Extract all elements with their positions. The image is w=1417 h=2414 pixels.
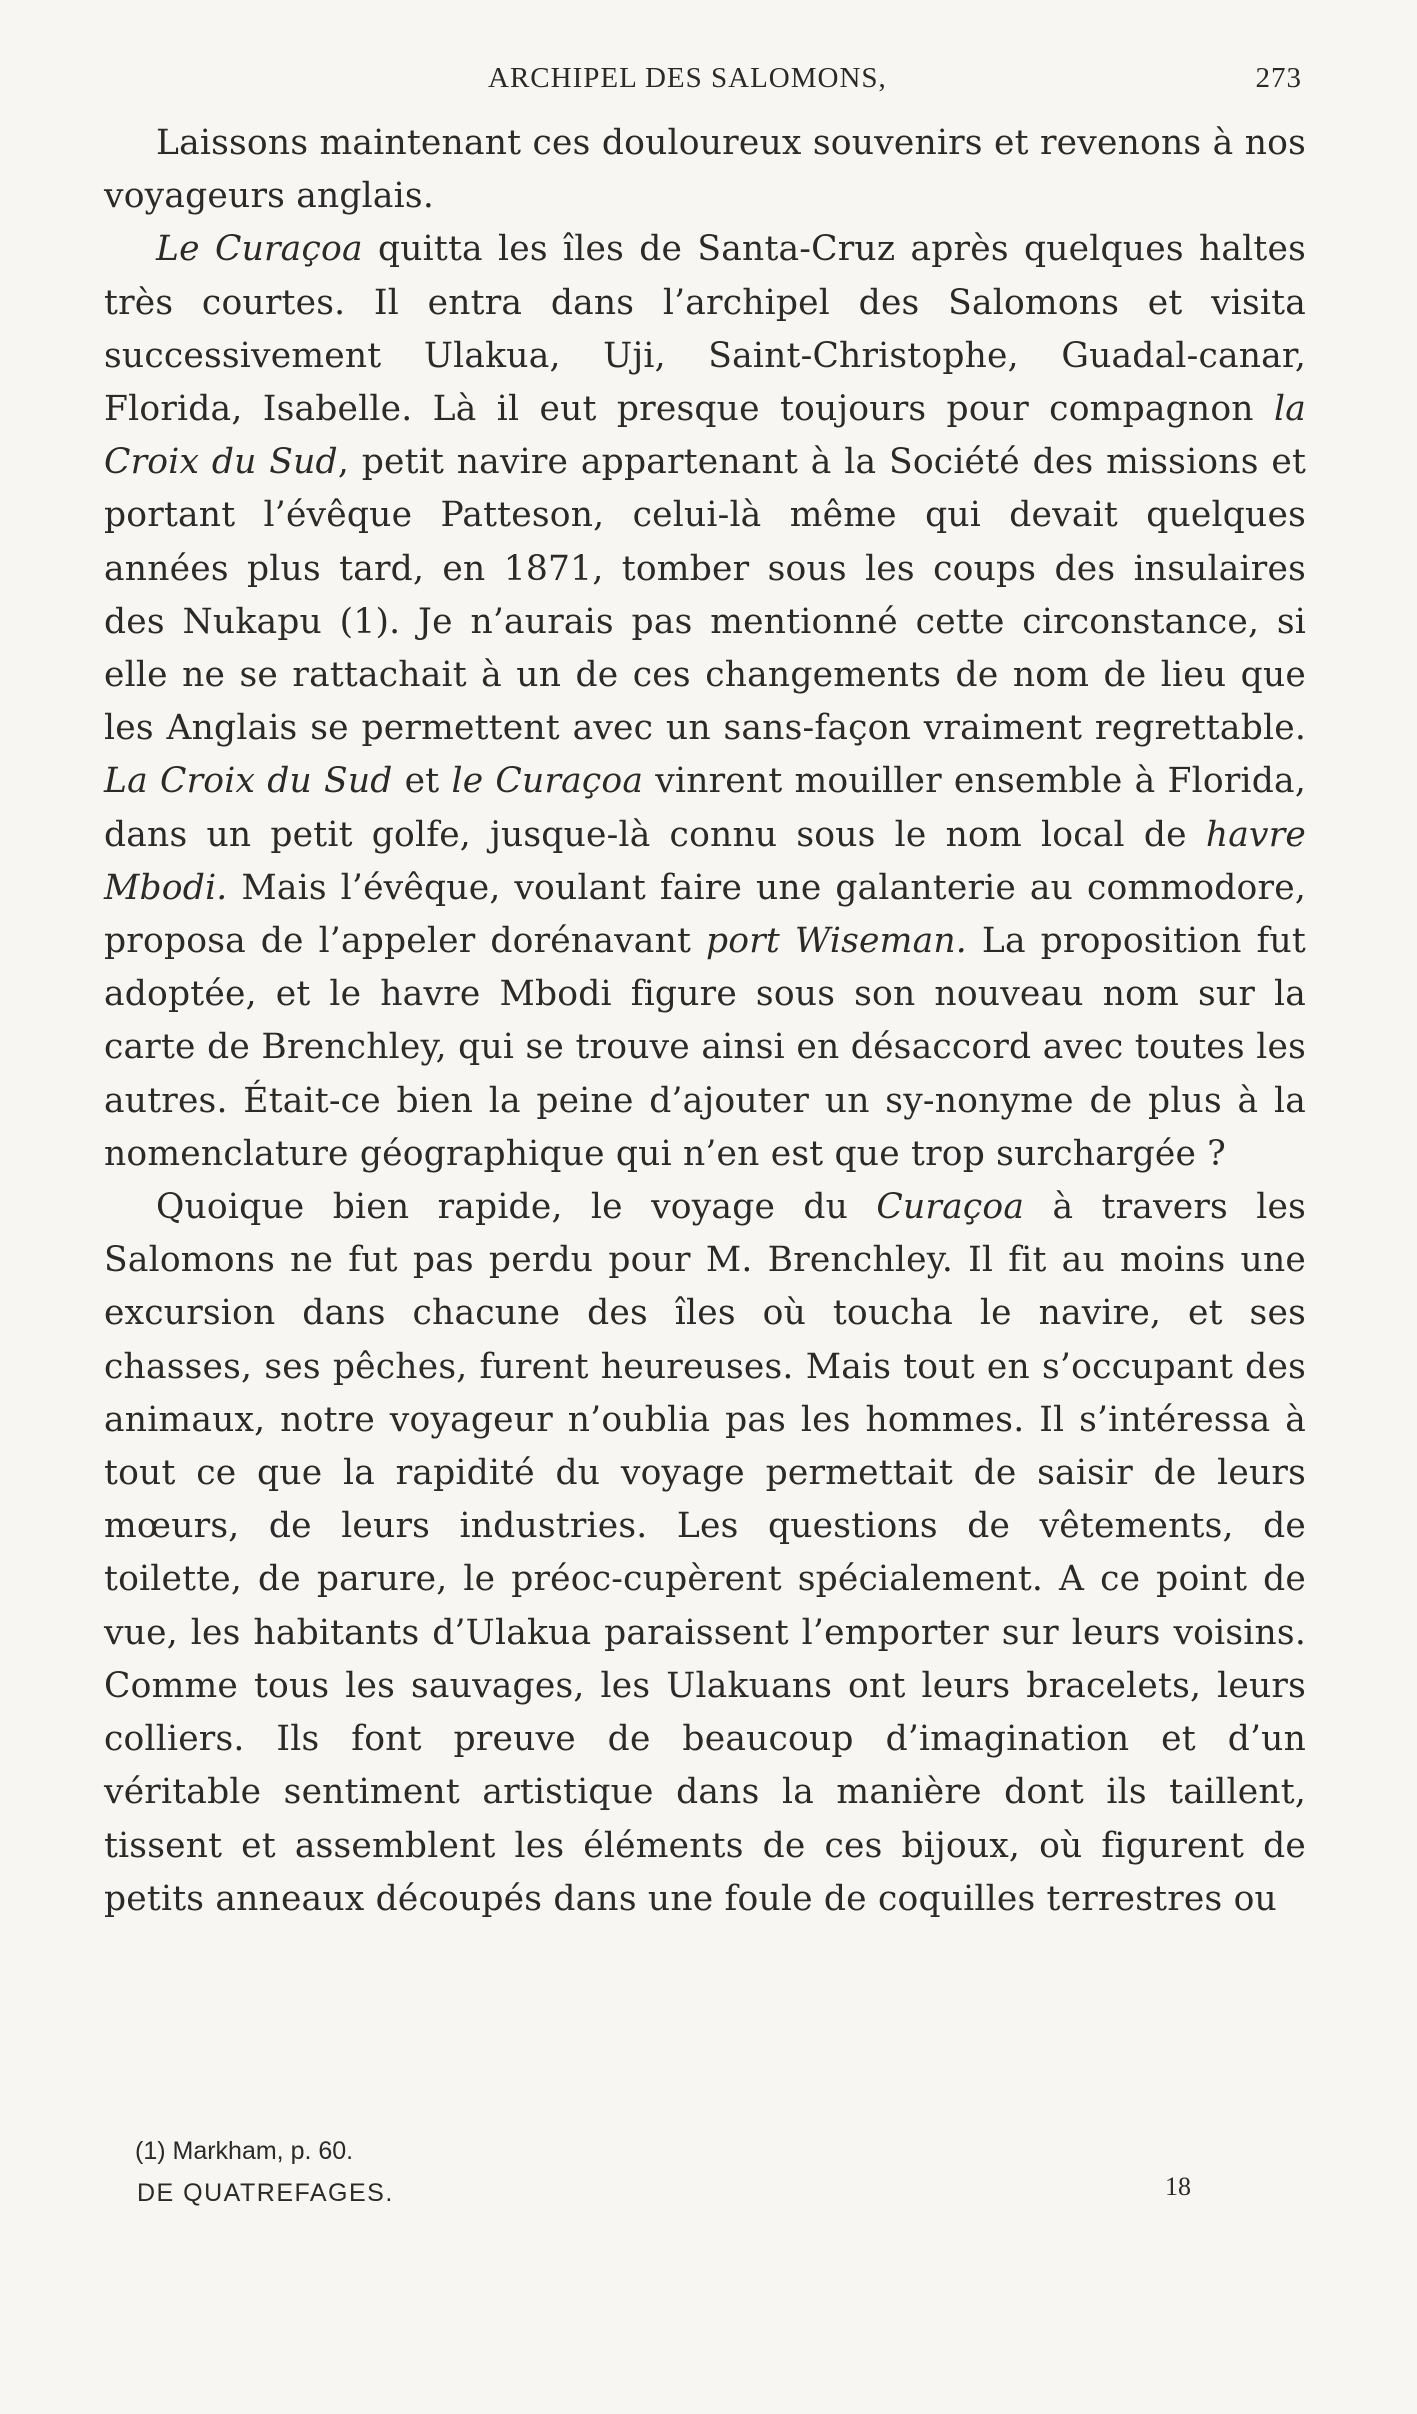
ship-name: le Curaçoa bbox=[451, 761, 644, 802]
printer-signature: DE QUATREFAGES. bbox=[137, 2179, 394, 2207]
running-title: ARCHIPEL DES SALOMONS, bbox=[488, 62, 887, 94]
paragraph-text: Quoique bien rapide, le voyage du bbox=[156, 1187, 877, 1228]
paragraph-text: La proposition fut adoptée, et le havre Mbodi figure sous son nouveau nom sur la carte de Brenchley, qui se trouve ainsi en désaccord avec toutes les autres. Était-ce bien la peine d’ajouter un sy-nonyme de plus à la nomenclature géographique qui n’en est que trop surchargée ? bbox=[104, 921, 1306, 1174]
ship-name: la Croix du Sud bbox=[104, 389, 1306, 483]
paragraph-text: à travers les Salomons ne fut pas perdu pour M. Brenchley. Il fit au moins une excursion dans chacune des îles où toucha le navire, et ses chasses, ses pêches, furent heureuses. Mais tout en s’occupant des animaux, notre voyageur n’oublia pas les hommes. Il s’intéressa à tout ce que la rapidité du voyage permettait de saisir de leurs mœurs, de leurs industries. Les questions de vêtements, de toilette, de parure, le préoc-cupèrent spécialement. A ce point de vue, les habitants d’Ulakua paraissent l’emporter sur leurs voisins. Comme tous les sauvages, les Ulakuans ont leurs bracelets, leurs colliers. Ils font preuve de beaucoup d’imagination et d’un véritable sentiment artistique dans la manière dont ils taillent, tissent et assemblent les éléments de ces bijoux, où figurent de petits anneaux découpés dans une foule de coquilles terrestres ou bbox=[104, 1187, 1307, 1919]
ship-name: La Croix du Sud bbox=[104, 761, 393, 802]
sheet-number: 18 bbox=[1165, 2172, 1191, 2201]
place-name: havre Mbodi. bbox=[104, 814, 1306, 908]
page-number: 273 bbox=[1255, 62, 1302, 94]
footer bbox=[135, 2130, 1305, 2220]
paragraph-1: Laissons maintenant ces douloureux souvenirs et revenons à nos voyageurs anglais. bbox=[104, 123, 1306, 217]
paragraph-3 bbox=[104, 1181, 1306, 1926]
place-name: port Wiseman. bbox=[705, 921, 967, 962]
paragraph-text: et bbox=[392, 761, 452, 802]
paragraph-text: Mais l’évêque, voulant faire une galanterie au commodore, proposa de l’appeler dorénavant bbox=[104, 867, 1306, 962]
footnote: (1) Markham, p. 60. bbox=[135, 2137, 354, 2165]
body-text bbox=[104, 117, 1306, 1926]
ship-name: Le Curaçoa bbox=[156, 229, 363, 270]
ship-name: Curaçoa bbox=[876, 1187, 1025, 1228]
paragraph-text: , petit navire appartenant à la Société des missions et portant l’évêque Patteson, celui-là même qui devait quelques années plus tard, en 1871, tomber sous les coups des insulaires des Nukapu (1). Je n’aurais pas mentionné cette circonstance, si elle ne se rattachait à un de ces changements de nom de lieu que les Anglais se permettent avec un sans-façon vraiment regrettable. bbox=[104, 442, 1307, 749]
running-head bbox=[0, 56, 1417, 104]
paragraph-text: vinrent mouiller ensemble à Florida, dans un petit golfe, jusque-là connu sous le nom local de bbox=[104, 761, 1306, 855]
paragraph-2 bbox=[104, 223, 1306, 1181]
paragraph-text: quitta les îles de Santa-Cruz après quelques haltes très courtes. Il entra dans l’archipel des Salomons et visita successivement Ulakua, Uji, Saint-Christophe, Guadal-canar, Florida, Isabelle. Là il eut presque toujours pour compagnon bbox=[104, 229, 1306, 430]
